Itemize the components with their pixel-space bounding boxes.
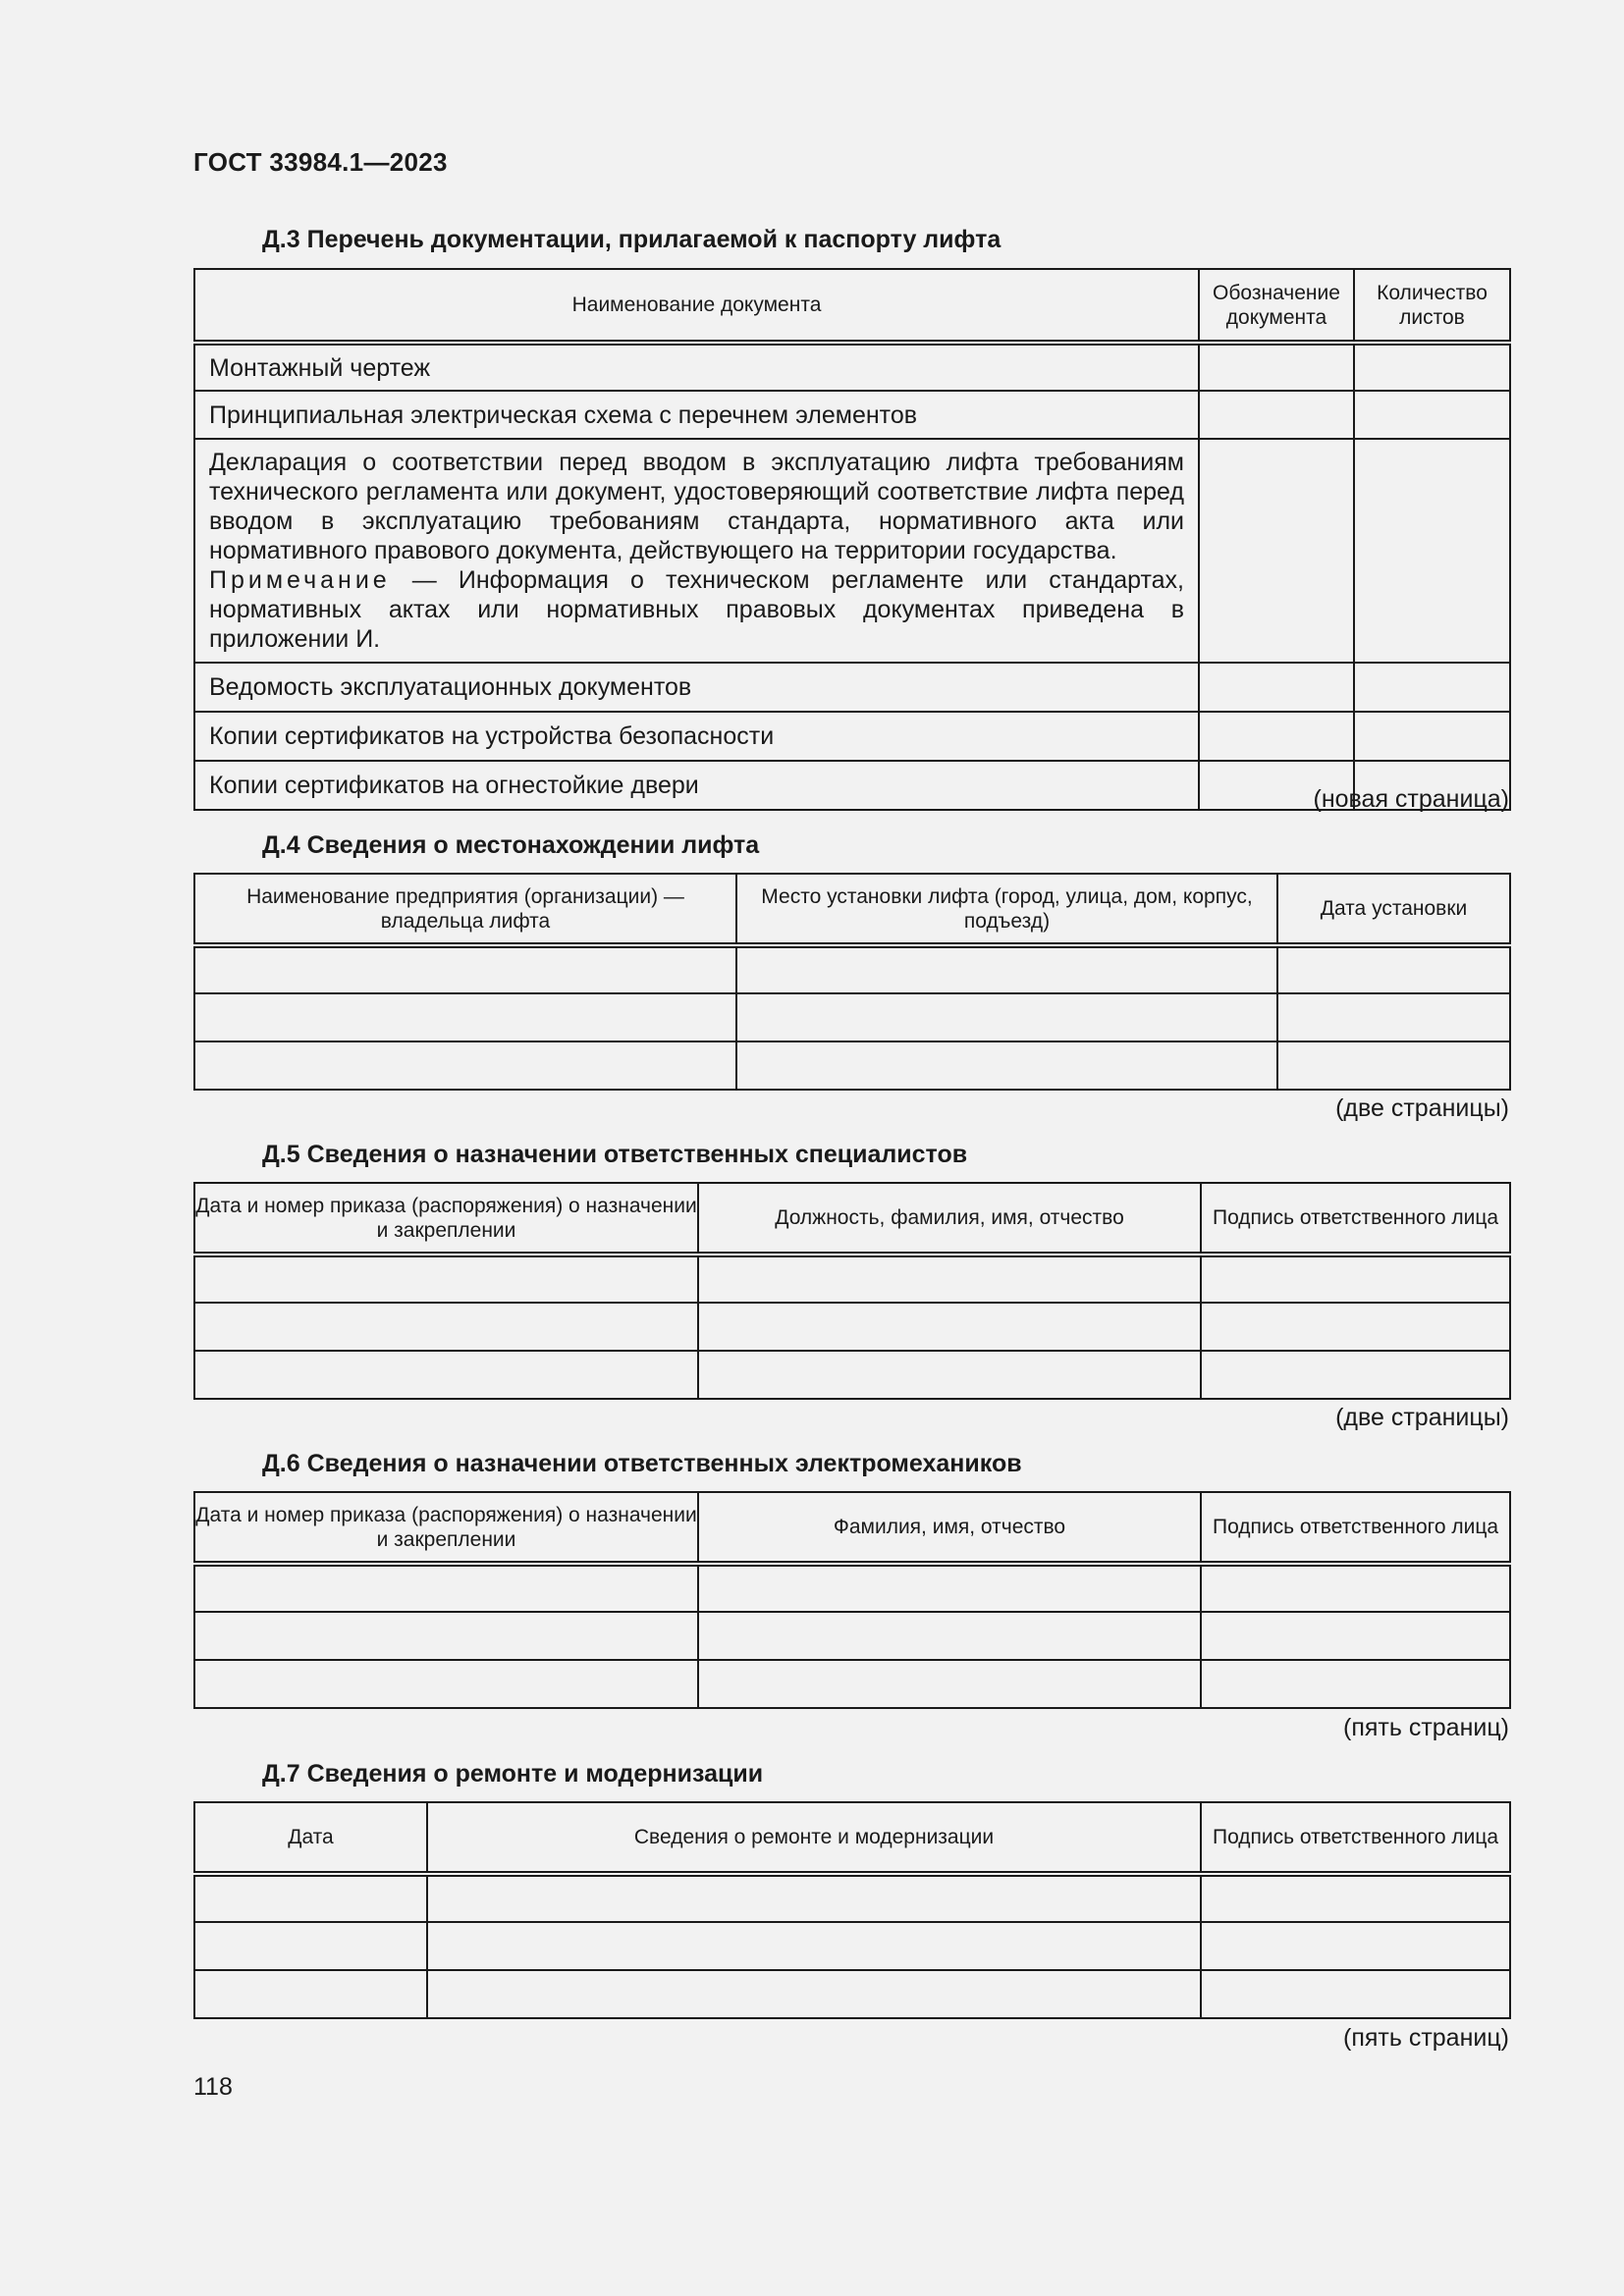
empty-cell: [194, 1255, 698, 1303]
empty-cell: [194, 1612, 698, 1660]
table-row: [194, 1041, 1510, 1090]
empty-cell: [427, 1922, 1201, 1970]
table-row: [194, 1612, 1510, 1660]
table-row: [194, 663, 1510, 712]
empty-cell: [1199, 391, 1354, 439]
empty-cell: [1354, 439, 1510, 663]
document-header: ГОСТ 33984.1—2023: [193, 147, 448, 177]
empty-cell: [1277, 945, 1510, 993]
empty-cell: [194, 1922, 427, 1970]
empty-cell: [1201, 1564, 1510, 1612]
row-label: Копии сертификатов на устройства безопасности: [194, 712, 1199, 761]
col-header-order: Дата и номер приказа (распоряжения) о назначении и закреплении: [194, 1183, 698, 1255]
empty-cell: [1201, 1660, 1510, 1708]
col-header-signature: Подпись ответственного лица: [1201, 1492, 1510, 1564]
empty-cell: [1199, 663, 1354, 712]
declaration-cell: [194, 439, 1199, 663]
col-header-full-name: Фамилия, имя, отчество: [698, 1492, 1201, 1564]
empty-cell: [1201, 1970, 1510, 2018]
table-row: [194, 343, 1510, 391]
empty-cell: [698, 1351, 1201, 1399]
table-row: [194, 1255, 1510, 1303]
empty-cell: [427, 1874, 1201, 1922]
table-row: [194, 945, 1510, 993]
documentation-table: [193, 268, 1511, 811]
empty-cell: [1277, 993, 1510, 1041]
empty-cell: [194, 1303, 698, 1351]
empty-cell: [194, 1351, 698, 1399]
table-row: [194, 1303, 1510, 1351]
empty-cell: [698, 1303, 1201, 1351]
empty-cell: [1201, 1874, 1510, 1922]
col-header-owner: Наименование предприятия (организации) — владельца лифта: [194, 874, 736, 945]
empty-cell: [1354, 712, 1510, 761]
empty-cell: [1201, 1255, 1510, 1303]
empty-cell: [736, 993, 1277, 1041]
table-row: [194, 439, 1510, 663]
section-d6-title: Д.6 Сведения о назначении ответственных электромехаников: [262, 1450, 1022, 1477]
empty-cell: [698, 1612, 1201, 1660]
row-label: Монтажный чертеж: [194, 343, 1199, 391]
col-header-sheet-count: Количество листов: [1354, 269, 1510, 343]
col-header-install-place: Место установки лифта (город, улица, дом, корпус, подъезд): [736, 874, 1277, 945]
empty-cell: [698, 1660, 1201, 1708]
empty-cell: [1201, 1612, 1510, 1660]
section-d3-title: Д.3 Перечень документации, прилагаемой к паспорту лифта: [262, 226, 1001, 253]
col-header-install-date: Дата установки: [1277, 874, 1510, 945]
table-row: [194, 1564, 1510, 1612]
empty-cell: [698, 1255, 1201, 1303]
table-row: [194, 712, 1510, 761]
table-row: [194, 1970, 1510, 2018]
section-d4-title: Д.4 Сведения о местонахождении лифта: [262, 831, 760, 859]
col-header-document-name: Наименование документа: [194, 269, 1199, 343]
d4-pages-note: (две страницы): [1335, 1095, 1509, 1122]
d7-pages-note: (пять страниц): [1343, 2024, 1509, 2052]
repair-table: [193, 1801, 1511, 2019]
d3-pages-note: (новая страница): [1313, 785, 1509, 813]
empty-cell: [736, 1041, 1277, 1090]
empty-cell: [1277, 1041, 1510, 1090]
empty-cell: [1201, 1922, 1510, 1970]
table-row: [194, 993, 1510, 1041]
col-header-repair-info: Сведения о ремонте и модернизации: [427, 1802, 1201, 1874]
empty-cell: [1354, 663, 1510, 712]
empty-cell: [194, 1874, 427, 1922]
empty-cell: [194, 1970, 427, 2018]
specialists-table: [193, 1182, 1511, 1400]
table-row: [194, 1351, 1510, 1399]
row-label: Принципиальная электрическая схема с перечнем элементов: [194, 391, 1199, 439]
empty-cell: [1199, 343, 1354, 391]
empty-cell: [736, 945, 1277, 993]
empty-cell: [194, 1564, 698, 1612]
d5-pages-note: (две страницы): [1335, 1404, 1509, 1431]
row-label: Ведомость эксплуатационных документов: [194, 663, 1199, 712]
col-header-signature: Подпись ответственного лица: [1201, 1183, 1510, 1255]
col-header-order: Дата и номер приказа (распоряжения) о назначении и закреплении: [194, 1492, 698, 1564]
section-d5-title: Д.5 Сведения о назначении ответственных специалистов: [262, 1141, 968, 1168]
empty-cell: [194, 993, 736, 1041]
note-label: Примечание: [209, 566, 391, 594]
empty-cell: [194, 1660, 698, 1708]
col-header-designation: Обозначение документа: [1199, 269, 1354, 343]
d6-pages-note: (пять страниц): [1343, 1714, 1509, 1741]
col-header-date: Дата: [194, 1802, 427, 1874]
empty-cell: [1199, 439, 1354, 663]
location-table: [193, 873, 1511, 1091]
empty-cell: [194, 1041, 736, 1090]
table-row: [194, 1922, 1510, 1970]
empty-cell: [1201, 1303, 1510, 1351]
col-header-position-name: Должность, фамилия, имя, отчество: [698, 1183, 1201, 1255]
section-d7-title: Д.7 Сведения о ремонте и модернизации: [262, 1760, 764, 1788]
empty-cell: [1199, 712, 1354, 761]
page-number: 118: [193, 2073, 233, 2101]
table-row: [194, 1874, 1510, 1922]
empty-cell: [427, 1970, 1201, 2018]
empty-cell: [698, 1564, 1201, 1612]
empty-cell: [194, 945, 736, 993]
col-header-signature: Подпись ответственного лица: [1201, 1802, 1510, 1874]
electromechanics-table: [193, 1491, 1511, 1709]
empty-cell: [1354, 391, 1510, 439]
table-row: [194, 1660, 1510, 1708]
row-label: Копии сертификатов на огнестойкие двери: [194, 761, 1199, 810]
declaration-text: Декларация о соответствии перед вводом в эксплуатацию лифта требованиям технического регламента или документ, удостоверяющий соответствие лифта перед вводом в эксплуатацию требованиям стандарта, нормативного акта или нормативного правового документа, действующего на территории государства.: [209, 449, 1184, 564]
empty-cell: [1201, 1351, 1510, 1399]
empty-cell: [1354, 343, 1510, 391]
note-text: — Информация о техническом регламенте или стандартах, нормативных актах или нормативных правовых документах приведена в приложении И.: [209, 566, 1184, 653]
table-row: [194, 391, 1510, 439]
